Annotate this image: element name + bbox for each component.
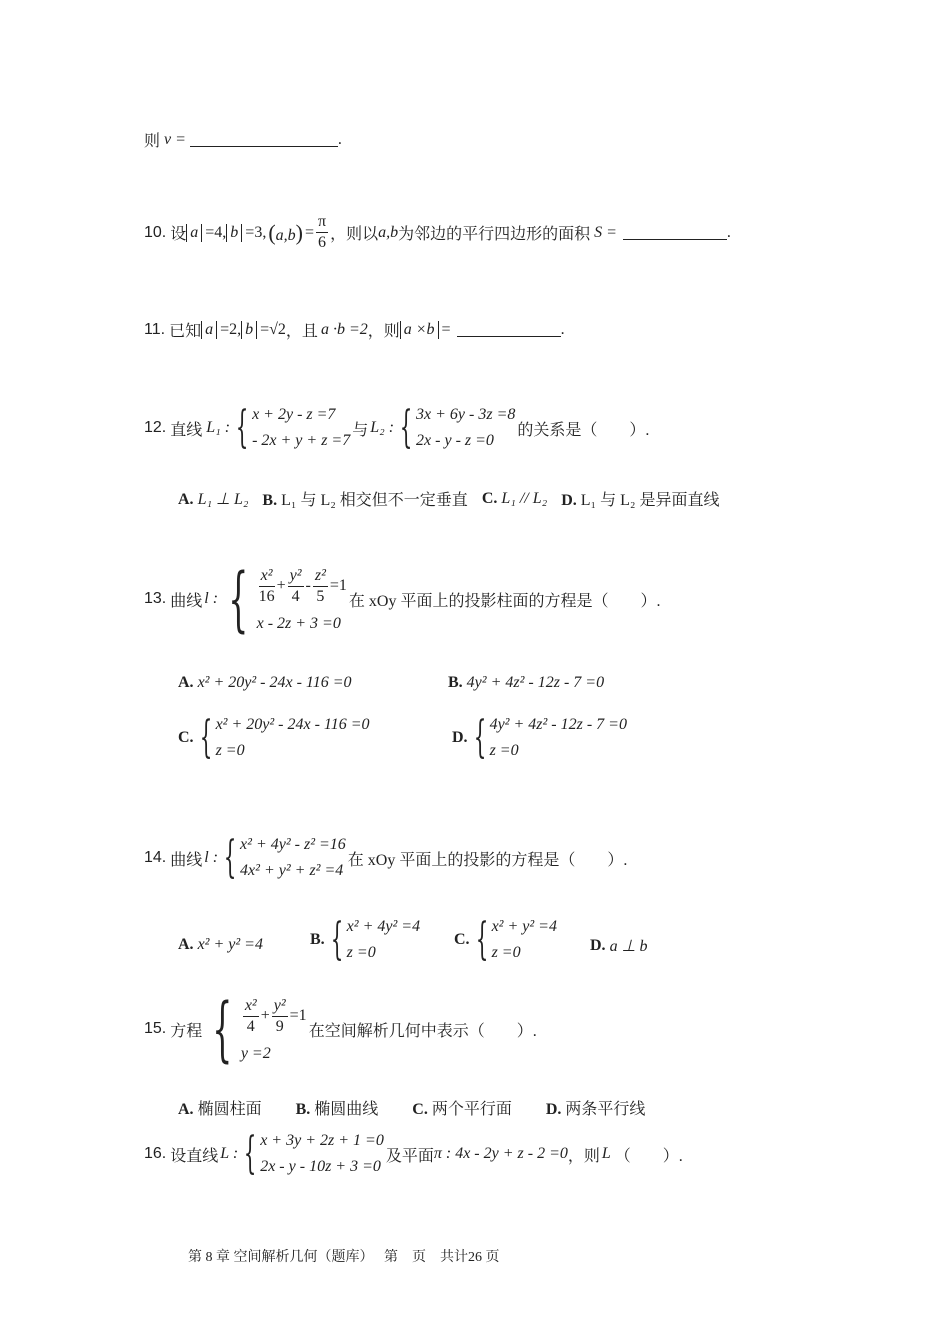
q13-option-c[interactable]: C. { x² + 20y² - 24x - 116 =0 z =0 [178,712,370,763]
question-12 [144,402,650,453]
q10-tail: ，则以 [330,226,379,243]
q13-tail: 在 xOy 平面上的投影柱面的方程是（ ）. [348,592,661,610]
q11-lead: 已知 [169,323,202,340]
q13-row2: x - 2z + 3 =0 [256,614,341,632]
q11-e1: =2, [220,320,242,338]
period: . [337,130,342,148]
question-13 [144,558,661,640]
q14-l: l : [204,849,219,866]
q11-and: ，且 [285,323,318,340]
q10-number: 10. [144,223,167,241]
prefix-text: 则 [144,133,161,150]
q12-with: 与 [352,421,369,439]
q14-tail: 在 xOy 平面上的投影的方程是（ ）. [347,851,628,869]
q14-option-b[interactable]: B. { x² + 4y² =4 z =0 [310,914,421,965]
pi-denominator: 6 [318,234,327,251]
q16-L2: L [601,1145,611,1162]
q10-end: . [726,223,731,241]
q12-options [178,487,719,510]
q13-option-b[interactable]: B. 4y² + 4z² - 12z - 7 =0 [448,674,605,691]
abs-a: a [201,321,217,339]
q12-system-1 [232,402,351,453]
q14-option-c[interactable]: C. { x² + y² =4 z =0 [454,914,557,965]
sys1-row1: x + 2y - z =7 [252,406,336,423]
brace-icon: { [228,558,249,640]
q16-row2: 2x - y - 10z + 3 =0 [260,1158,381,1175]
question-14 [144,832,628,883]
q15-lead: 方程 [170,1022,203,1040]
abs-b: b [241,321,257,339]
q13-option-d[interactable]: D. { 4y² + 4z² - 12z - 7 =0 z =0 [452,712,627,763]
q13-l: l : [204,590,219,607]
q15-row1: $\frac{\text{x²}}{4}$ + $\frac{\text{y²}}{9}$ =1 [244,996,307,1035]
brace-icon: { [330,914,343,965]
q13-row1: $\frac{\text{x²}}{16}$ + $\frac{\text{y²}}{4}$ - $\frac{\text{z²}}{5}$ =1 [258,566,347,605]
q15-option-d[interactable]: D. 两条平行线 [545,1101,646,1118]
q10-tail2: 为邻边的平行四边形的面积 [398,226,591,243]
q14-lead: 曲线 [170,851,203,869]
abs-a: a [186,224,202,242]
q13-number: 13. [144,590,167,607]
q15-tail: 在空间解析几何中表示（ ）. [308,1022,537,1040]
q12-number: 12. [144,419,167,436]
q15-system [204,988,307,1070]
abs-cross: a ×b [400,321,439,339]
q15-option-b[interactable]: B. 椭圆曲线 [295,1101,379,1118]
q11-number: 11. [144,320,166,338]
answer-blank[interactable] [190,132,338,147]
q14-option-a[interactable]: A. x² + y² =4 [178,936,263,953]
question-16 [144,1128,683,1179]
sys1-row2: - 2x + y + z =7 [252,432,351,449]
q12-option-a[interactable]: A. L₁ ⊥ L₂ [178,490,249,508]
q16-paren: （ ）. [614,1147,683,1165]
q15-option-c[interactable]: C. 两个平行面 [412,1101,512,1118]
eq-sign: = [304,223,315,241]
q14-option-d[interactable]: D. a ⊥ b [590,937,648,955]
q14-row1: x² + 4y² - z² =16 [240,836,346,853]
q11-answer-blank[interactable] [457,322,561,337]
q10-vars: a,b [378,223,399,241]
q12-system-2 [396,402,516,453]
q11-dot: a ·b =2 [320,320,368,338]
q15-number: 15. [144,1020,167,1037]
q15-row2: y =2 [240,1044,271,1062]
q12-tail: 的关系是（ ）. [517,421,650,439]
brace-icon: { [473,712,486,763]
q16-L: L : [220,1145,239,1162]
q12-option-c[interactable]: C. L₁ // L₂ [481,489,548,507]
answer-line-v [144,128,342,151]
var-v: v = [164,130,186,148]
sys2-row2: 2x - y - z =0 [416,432,494,449]
q12-L1: L₁ : [206,419,231,436]
q16-number: 16. [144,1145,167,1162]
brace-icon: { [399,402,413,453]
question-15 [144,988,537,1070]
q11-end: . [560,320,565,338]
page-footer: 第 8 章 空间解析几何（题库） 第 页 共计26 页 [188,1250,500,1265]
angle-ab: (a,b) [268,219,303,245]
abs-b: b [226,224,242,242]
brace-icon: { [243,1128,257,1179]
q11-e2: =√2 [260,320,286,338]
pi-numerator: π [316,212,328,233]
sys2-row1: 3x + 6y - 3z =8 [416,406,516,423]
q16-tail: 及平面 [385,1147,434,1165]
q16-system [240,1128,384,1179]
brace-icon: { [223,832,237,883]
q16-row1: x + 3y + 2z + 1 =0 [260,1132,384,1149]
q13-lead: 曲线 [170,592,203,610]
q10-lead: 设 [170,226,187,243]
brace-icon: { [235,402,249,453]
q14-number: 14. [144,849,167,866]
q13-system [220,558,347,640]
q12-option-b[interactable]: B. L₁ 与 L₂ 相交但不一定垂直 [262,492,468,509]
q14-row2: 4x² + y² + z² =4 [240,862,344,879]
q16-tail2: ，则 [567,1147,600,1165]
q13-option-a[interactable]: A. x² + 20y² - 24x - 116 =0 [178,674,352,691]
brace-icon: { [212,988,233,1070]
q10-S: S = [594,223,617,241]
q12-option-d[interactable]: D. L₁ 与 L₂ 是异面直线 [561,492,720,509]
q10-expr2: =3, [245,223,267,241]
q16-lead: 设直线 [170,1147,219,1165]
question-11 [144,318,565,341]
q16-plane: π : 4x - 2y + z - 2 =0 [433,1145,568,1162]
q12-L2: L₂ : [370,419,395,436]
q11-eq: = [441,320,451,338]
brace-icon: { [475,914,488,965]
pi-over-6 [316,212,328,253]
q14-system [220,832,346,883]
q15-options [178,1096,645,1119]
q10-expr1: =4, [205,223,227,241]
brace-icon: { [199,712,212,763]
q10-answer-blank[interactable] [623,225,727,240]
q11-then: ，则 [367,323,400,340]
question-10 [144,212,731,253]
q12-lead: 直线 [170,421,203,439]
q15-option-a[interactable]: A. 椭圆柱面 [178,1101,262,1118]
